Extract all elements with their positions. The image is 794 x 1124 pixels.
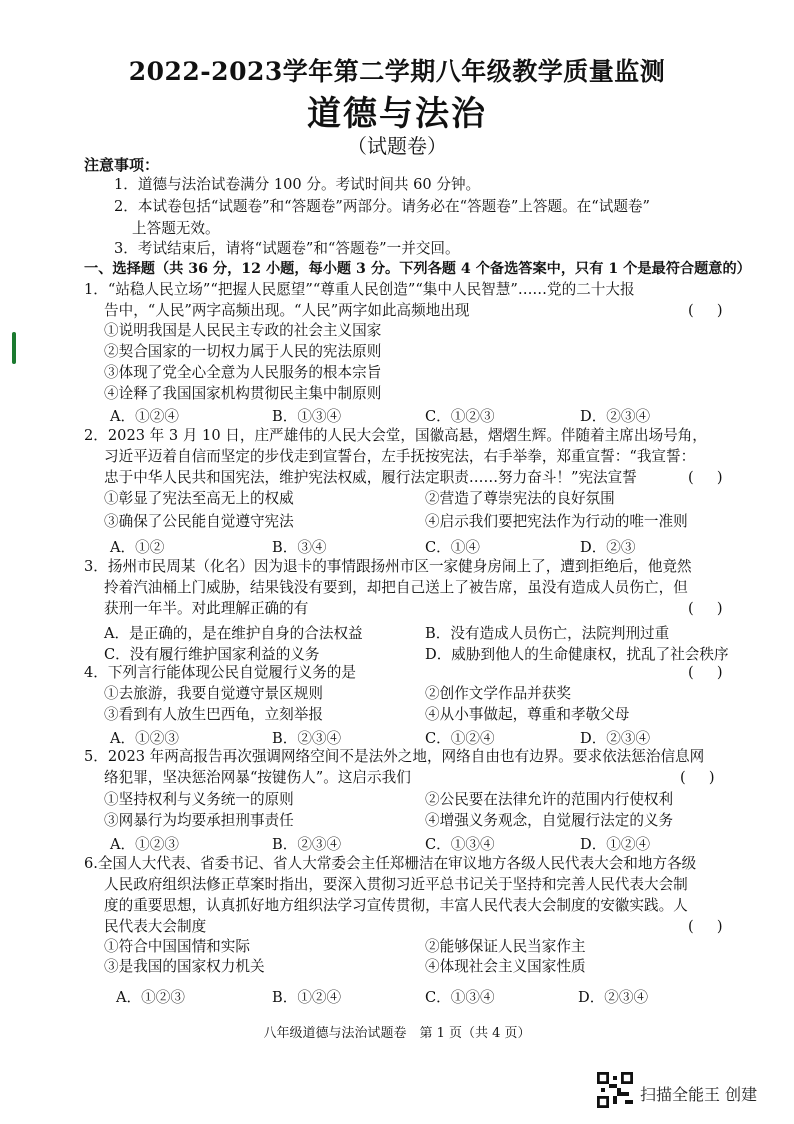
choice-c[interactable]: C．①②③: [425, 408, 495, 425]
choice-a[interactable]: A．①②③: [110, 836, 179, 853]
statement: ③是我国的国家权力机关: [104, 958, 265, 975]
statement: ②创作文学作品并获奖: [425, 685, 571, 702]
statement: ④体现社会主义国家性质: [425, 958, 586, 975]
statement: ①说明我国是人民民主专政的社会主义国家: [104, 322, 382, 339]
statement: ②营造了尊崇宪法的良好氛围: [425, 490, 615, 507]
choice-b[interactable]: B．没有造成人员伤亡，法院判刑过重: [425, 625, 670, 642]
statement: ③确保了公民能自觉遵守宪法: [104, 513, 294, 530]
question-2-stem: 习近平迈着自信而坚定的步伐走到宣誓台，左手抚按宪法，右手举拳，郑重宣誓：“我宣誓：: [104, 448, 696, 465]
choice-d[interactable]: D．②③④: [580, 730, 651, 747]
question-2-stem: 2．2023 年 3 月 10 日，庄严雄伟的人民大会堂，国徽高悬，熠熠生辉。伴随着主席出场号角，: [84, 427, 707, 444]
statement: ④启示我们要把宪法作为行动的唯一准则: [425, 513, 688, 530]
answer-paren: ( ): [680, 769, 715, 786]
choice-c[interactable]: C．①②④: [425, 730, 495, 747]
notice-item: 上答题无效。: [132, 220, 220, 237]
section-title: 一、选择题（共 36 分，12 小题，每小题 3 分。下列各题 4 个备选答案中，只有 1 个是最符合题意的）: [84, 261, 751, 277]
page-footer: 八年级道德与法治试题卷 第 1 页（共 4 页）: [263, 1026, 531, 1041]
statement: ③网暴行为均要承担刑事责任: [104, 812, 294, 829]
subject-title: 道德与法治: [307, 94, 487, 134]
choice-c[interactable]: C．①③④: [425, 836, 495, 853]
statement: ①彰显了宪法至高无上的权威: [104, 490, 294, 507]
choice-b[interactable]: B．②③④: [272, 730, 342, 747]
statement: ②能够保证人民当家作主: [425, 938, 586, 955]
choice-d[interactable]: D．①②④: [580, 836, 651, 853]
choice-d[interactable]: D．威胁到他人的生命健康权，扰乱了社会秩序: [425, 646, 729, 663]
statement: ③体现了党全心全意为人民服务的根本宗旨: [104, 364, 382, 381]
question-4-stem: 4．下列言行能体现公民自觉履行义务的是: [84, 664, 356, 681]
choice-d[interactable]: D．②③: [580, 539, 636, 556]
exam-title: 2022-2023学年第二学期八年级教学质量监测: [128, 57, 666, 86]
choice-a[interactable]: A．是正确的，是在维护自身的合法权益: [104, 625, 363, 642]
choice-b[interactable]: B．①②④: [272, 989, 342, 1006]
answer-paren: ( ): [688, 600, 723, 617]
question-6-stem: 6.全国人大代表、省委书记、省人大常委会主任郑栅洁在审议地方各级人民代表大会和地方各级: [84, 855, 697, 872]
statement: ③看到有人放生巴西龟，立刻举报: [104, 706, 323, 723]
notice-item: 2．本试卷包括“试题卷”和“答题卷”两部分。请务必在“答题卷”上答题。在“试题卷”: [114, 198, 650, 215]
question-3-stem: 获刑一年半。对此理解正确的有: [104, 600, 309, 617]
question-6-stem: 度的重要思想，认真抓好地方组织法学习宣传贯彻，丰富人民代表大会制度的安徽实践。人: [104, 897, 688, 914]
choice-b[interactable]: B．①③④: [272, 408, 342, 425]
statement: ④诠释了我国国家机构贯彻民主集中制原则: [104, 385, 382, 402]
choice-b[interactable]: B．②③④: [272, 836, 342, 853]
statement: ①坚持权利与义务统一的原则: [104, 791, 294, 808]
question-1-stem: 1．“站稳人民立场”“把握人民愿望”“尊重人民创造”“集中人民智慧”……党的二十大报: [84, 281, 635, 298]
statement: ②公民要在法律允许的范围内行使权利: [425, 791, 674, 808]
question-3-stem: 拎着汽油桶上门威胁，结果钱没有要到，却把自己送上了被告席，虽没有造成人员伤亡，但: [104, 579, 688, 596]
statement: ②契合国家的一切权力属于人民的宪法原则: [104, 343, 382, 360]
choice-a[interactable]: A．①②③: [110, 730, 179, 747]
question-5-stem: 络犯罪，坚决惩治网暴“按键伤人”。这启示我们: [104, 769, 411, 786]
notice-item: 3．考试结束后，请将“试题卷”和“答题卷”一并交回。: [114, 240, 460, 257]
answer-paren: ( ): [688, 302, 723, 319]
question-5-stem: 5．2023 年两高报告再次强调网络空间不是法外之地，网络自由也有边界。要求依法惩治信息网: [84, 748, 705, 765]
choice-a[interactable]: A．①②: [110, 539, 165, 556]
question-6-stem: 人民政府组织法修正草案时指出，要深入贯彻习近平总书记关于坚持和完善人民代表大会制: [104, 876, 688, 893]
scanner-watermark: 扫描全能王 创建: [640, 1085, 758, 1104]
statement: ④增强义务观念，自觉履行法定的义务: [425, 812, 674, 829]
question-1-stem: 告中，“人民”两字高频出现。“人民”两字如此高频地出现: [104, 302, 470, 319]
answer-paren: ( ): [688, 918, 723, 935]
question-6-stem: 民代表大会制度: [104, 918, 207, 935]
choice-a[interactable]: A．①②③: [116, 989, 185, 1006]
choice-a[interactable]: A．①②④: [110, 408, 179, 425]
statement: ①符合中国国情和实际: [104, 938, 250, 955]
statement: ④从小事做起，尊重和孝敬父母: [425, 706, 630, 723]
statement: ①去旅游，我要自觉遵守景区规则: [104, 685, 323, 702]
choice-d[interactable]: D．②③④: [578, 989, 649, 1006]
question-3-stem: 3．扬州市民周某（化名）因为退卡的事情跟扬州市区一家健身房闹上了，遭到拒绝后，他竟然: [84, 558, 692, 575]
choice-b[interactable]: B．③④: [272, 539, 327, 556]
question-2-stem: 忠于中华人民共和国宪法，维护宪法权威，履行法定职责……努力奋斗！”宪法宣誓: [104, 469, 637, 486]
choice-c[interactable]: C．没有履行维护国家利益的义务: [104, 646, 320, 663]
qr-code-icon: [597, 1072, 633, 1108]
answer-paren: ( ): [688, 469, 723, 486]
choice-d[interactable]: D．②③④: [580, 408, 651, 425]
notice-title: 注意事项：: [84, 156, 160, 174]
choice-c[interactable]: C．①④: [425, 539, 480, 556]
choice-c[interactable]: C．①③④: [425, 989, 495, 1006]
notice-item: 1．道德与法治试卷满分 100 分。考试时间共 60 分钟。: [114, 176, 481, 193]
paper-type: （试题卷）: [347, 134, 447, 158]
margin-mark: [12, 332, 16, 364]
answer-paren: ( ): [688, 664, 723, 681]
